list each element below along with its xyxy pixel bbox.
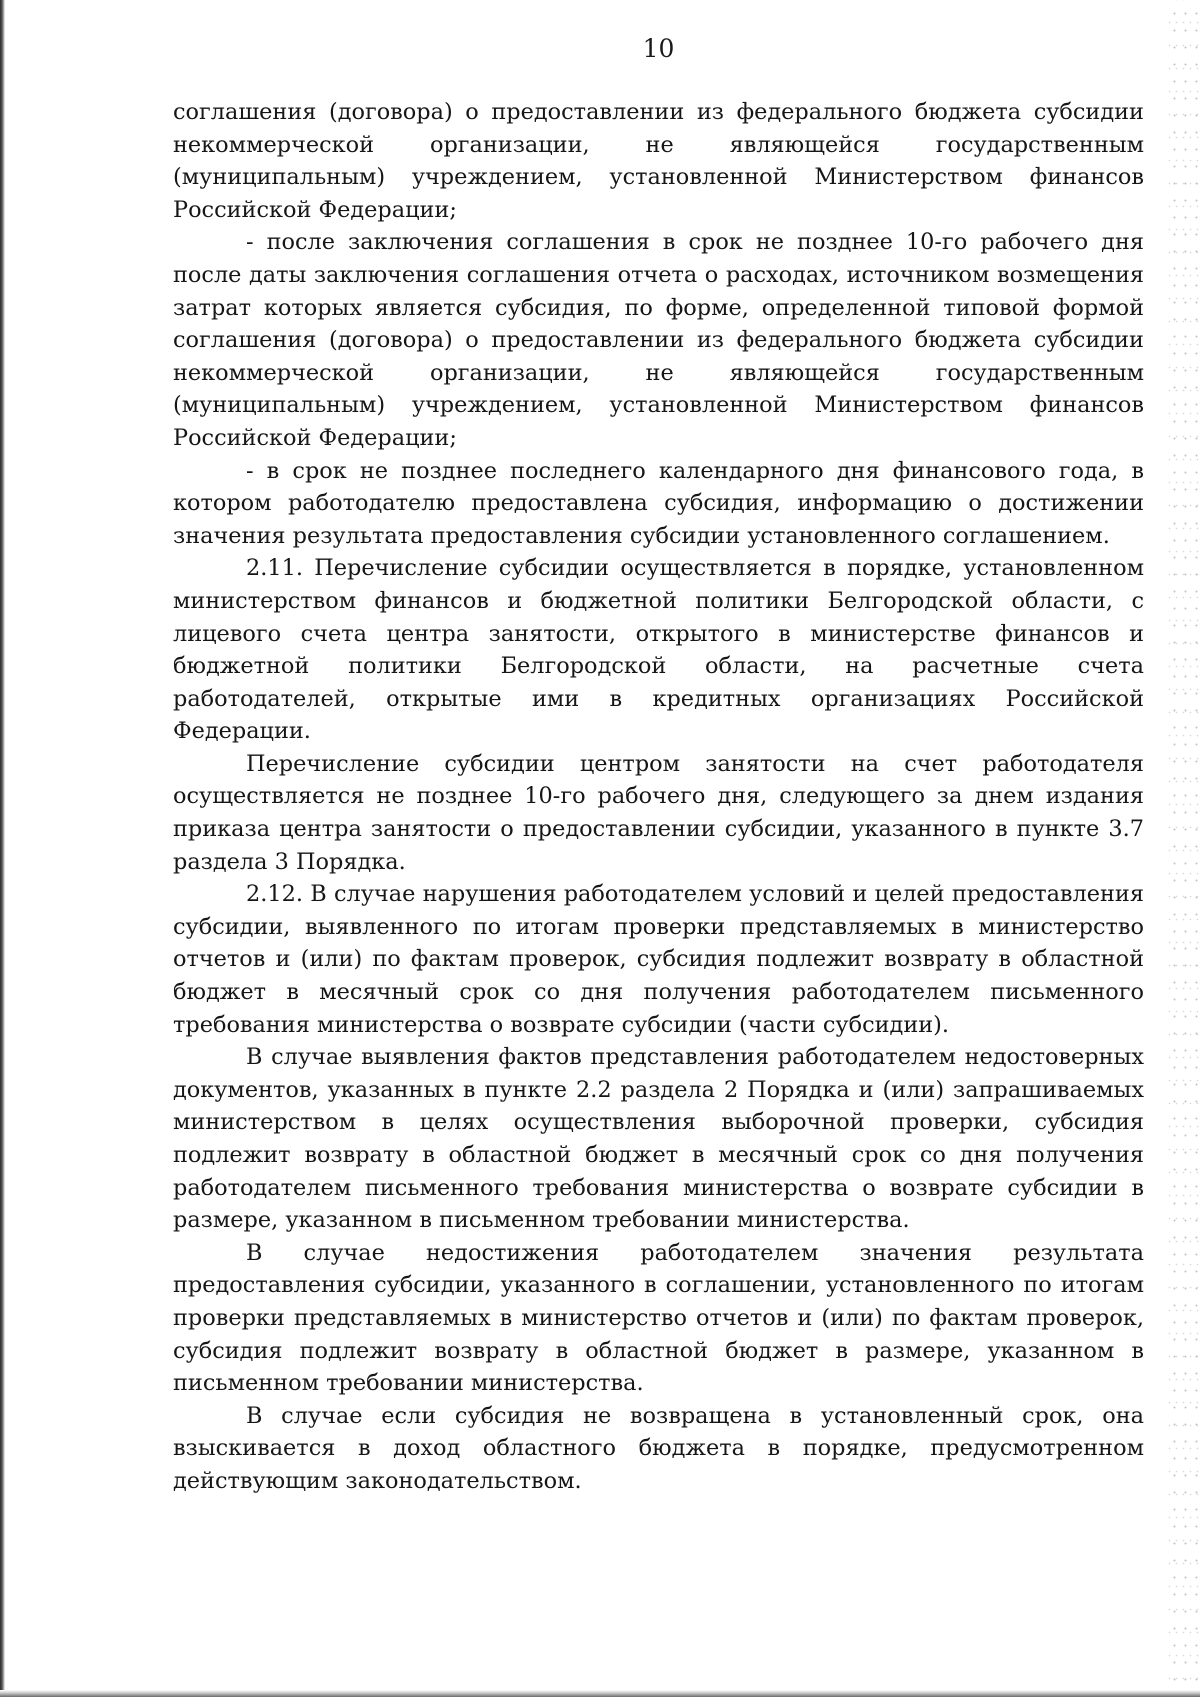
scan-speckle-right [1166, 0, 1200, 1697]
scan-edge-left [0, 0, 5, 1697]
paragraph-report-expenses: - после заключения соглашения в срок не позднее 10-го рабочего дня после даты заключения соглашения отчета о расходах, источником возмещения затрат которых является субсидия, по форме, определенной типовой формой соглашения (договора) о предоставлении из федерального бюджета субсидии некоммерческой организации, не являющейся государственным (муниципальным) учреждением, установленной Министерством финансов Российской Федерации; [173, 229, 1144, 451]
paragraph-transfer-deadline: Перечисление субсидии центром занятости на счет работодателя осуществляется не позднее 10-го рабочего дня, следующего за днем издания приказа центра занятости о предоставлении субсидии, указанного в пункте 3.7 раздела 3 Порядка. [173, 750, 1144, 875]
paragraph-recovery: В случае если субсидия не возвращена в установленный срок, она взыскивается в доход областного бюджета в порядке, предусмотренном действующим законодательством. [173, 1402, 1144, 1494]
scan-edge-bottom [0, 1690, 1200, 1697]
paragraph-2-11: 2.11. Перечисление субсидии осуществляется в порядке, установленном министерством финансов и бюджетной политики Белгородской области, с лицевого счета центра занятости, открытого в министерстве финансов и бюджетной политики Белгородской области, на расчетные счета работодателей, открытые ими в кредитных организациях Российской Федерации. [173, 555, 1144, 745]
paragraph-result-info: - в срок не позднее последнего календарного дня финансового года, в котором работодателю предоставлена субсидия, информацию о достижении значения результата предоставления субсидии установленного соглашением. [173, 457, 1144, 549]
paragraph-result-not-achieved: В случае недостижения работодателем значения результата предоставления субсидии, указанного в соглашении, установленного по итогам проверки представляемых в министерство отчетов и (или) по фактам проверок, субсидия подлежит возврату в областной бюджет в размере, указанном в письменном требовании министерства. [173, 1239, 1144, 1397]
paragraph-2-12: 2.12. В случае нарушения работодателем условий и целей предоставления субсидии, выявленного по итогам проверки представляемых в министерство отчетов и (или) по фактам проверок, субсидия подлежит возврату в областной бюджет в месячный срок со дня получения работодателем письменного требования министерства о возврате субсидии (части субсидии). [173, 881, 1144, 1038]
page-number: 10 [642, 34, 675, 63]
document-body [173, 96, 1144, 1498]
paragraph-false-documents: В случае выявления фактов представления работодателем недостоверных документов, указанных в пункте 2.2 раздела 2 Порядка и (или) запрашиваемых министерством в целях осуществления выборочной проверки, субсидия подлежит возврату в областной бюджет в месячный срок со дня получения работодателем письменного требования министерства о возврате субсидии в размере, указанном в письменном требовании министерства. [173, 1044, 1144, 1234]
paragraph-continuation: соглашения (договора) о предоставлении из федерального бюджета субсидии некоммерческой организации, не являющейся государственным (муниципальным) учреждением, установленной Министерством финансов Российской Федерации; [173, 99, 1144, 223]
